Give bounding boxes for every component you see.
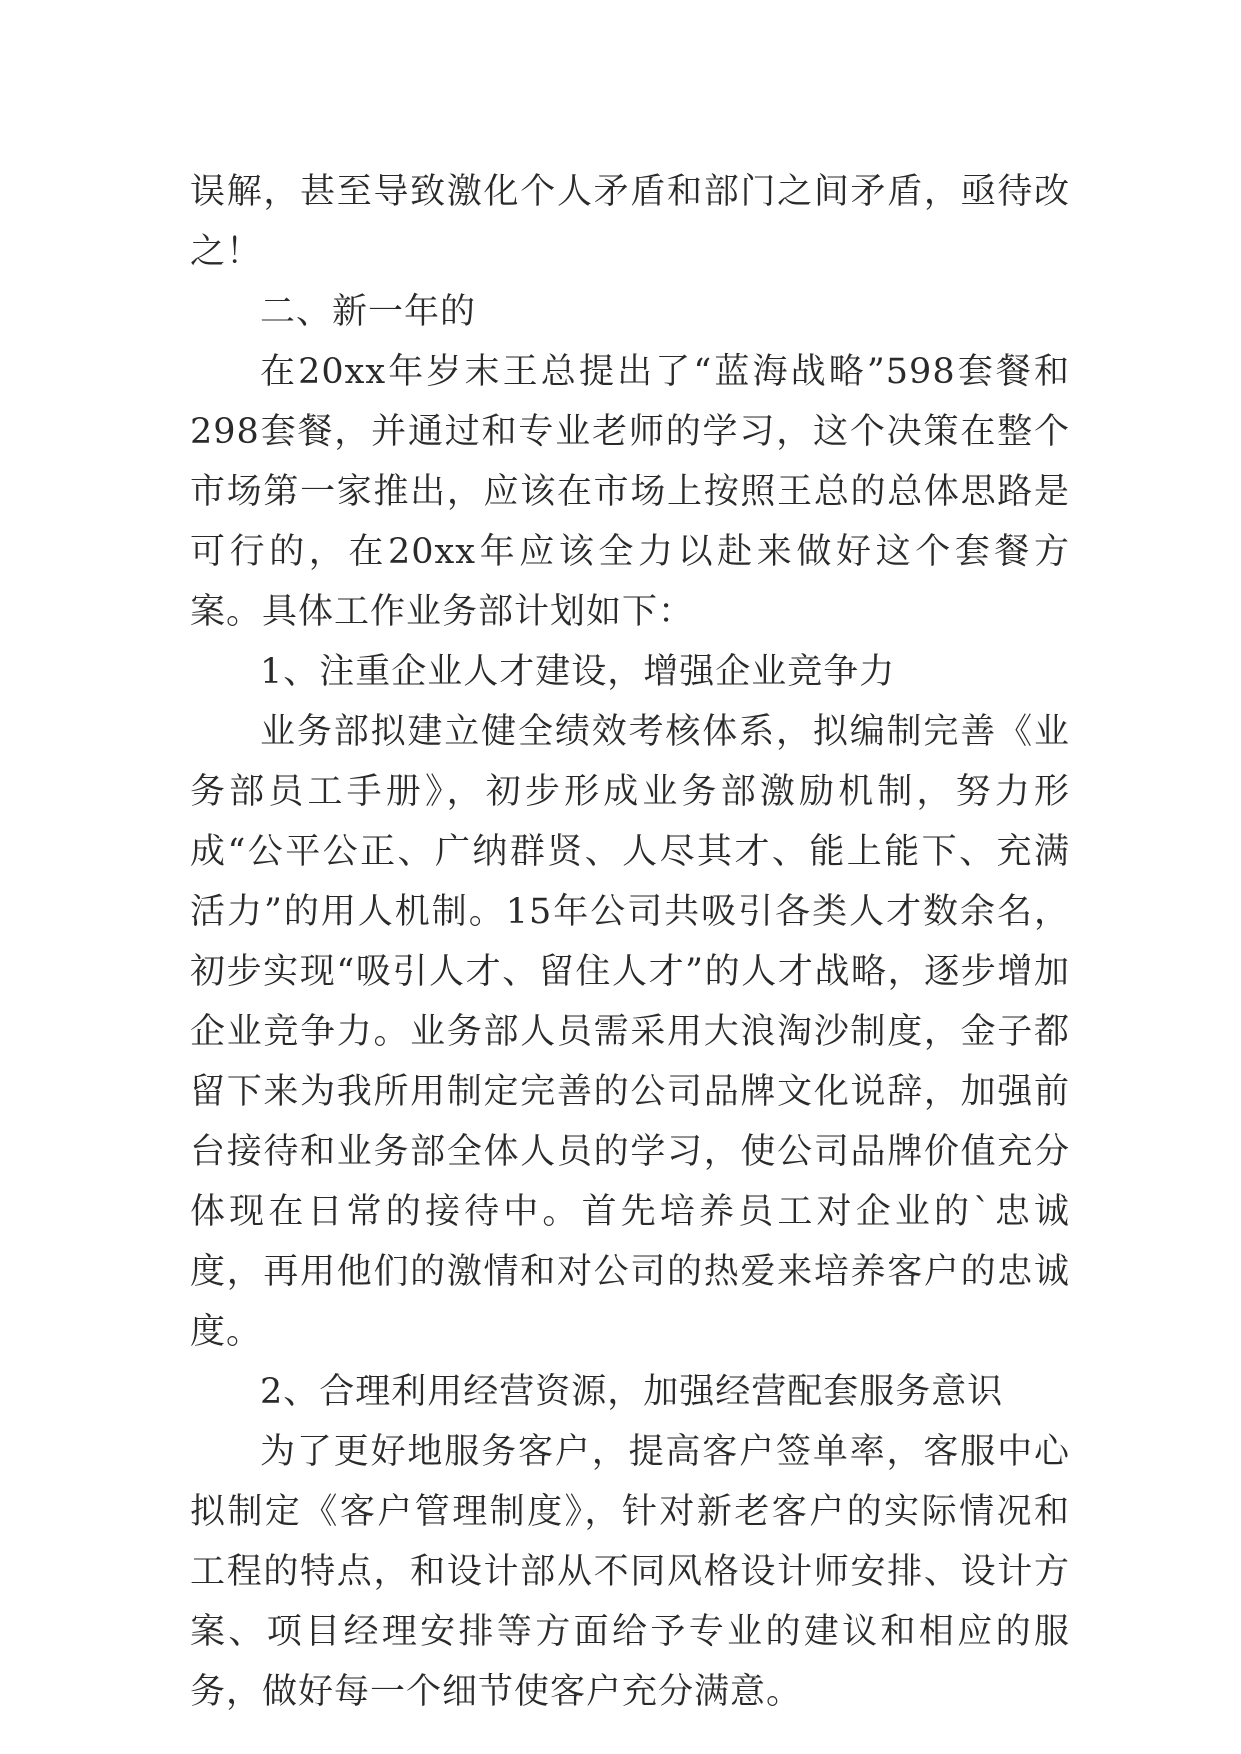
paragraph-customer-service: 为了更好地服务客户，提高客户签单率，客服中心拟制定《客户管理制度》，针对新老客户的实际情况和工程的特点，和设计部从不同风格设计师安排、设计方案、项目经理安排等方面给予专业的建议和相应的服务，做好每一个细节使客户充分满意。: [190, 1432, 1070, 1712]
section-heading-new-year: 二、新一年的: [260, 292, 477, 332]
paragraph-talent-building: 业务部拟建立健全绩效考核体系，拟编制完善《业务部员工手册》，初步形成业务部激励机制，努力形成“公平公正、广纳群贤、人尽其才、能上能下、充满活力”的用人机制。15年公司共吸引各类人才数余名，初步实现“吸引人才、留住人才”的人才战略，逐步增加企业竞争力。业务部人员需采用大浪淘沙制度，金子都留下来为我所用制定完善的公司品牌文化说辞，加强前台接待和业务部全体人员的学习，使公司品牌价值充分体现在日常的接待中。首先培养员工对企业的`忠诚度，再用他们的激情和对公司的热爱来培养客户的忠诚度。: [190, 712, 1070, 1352]
subheading-resource-usage: 2、合理利用经营资源，加强经营配套服务意识: [260, 1372, 1004, 1412]
document-body: [190, 162, 1070, 1722]
subheading-talent-building: 1、注重企业人才建设，增强企业竞争力: [260, 652, 896, 692]
paragraph-continuation: 误解，甚至导致激化个人矛盾和部门之间矛盾，亟待改之！: [190, 172, 1070, 272]
paragraph-blue-ocean-strategy: 在20xx年岁末王总提出了“蓝海战略”598套餐和298套餐，并通过和专业老师的学习，这个决策在整个市场第一家推出，应该在市场上按照王总的总体思路是可行的，在20xx年应该全力以赴来做好这个套餐方案。具体工作业务部计划如下：: [190, 352, 1070, 632]
